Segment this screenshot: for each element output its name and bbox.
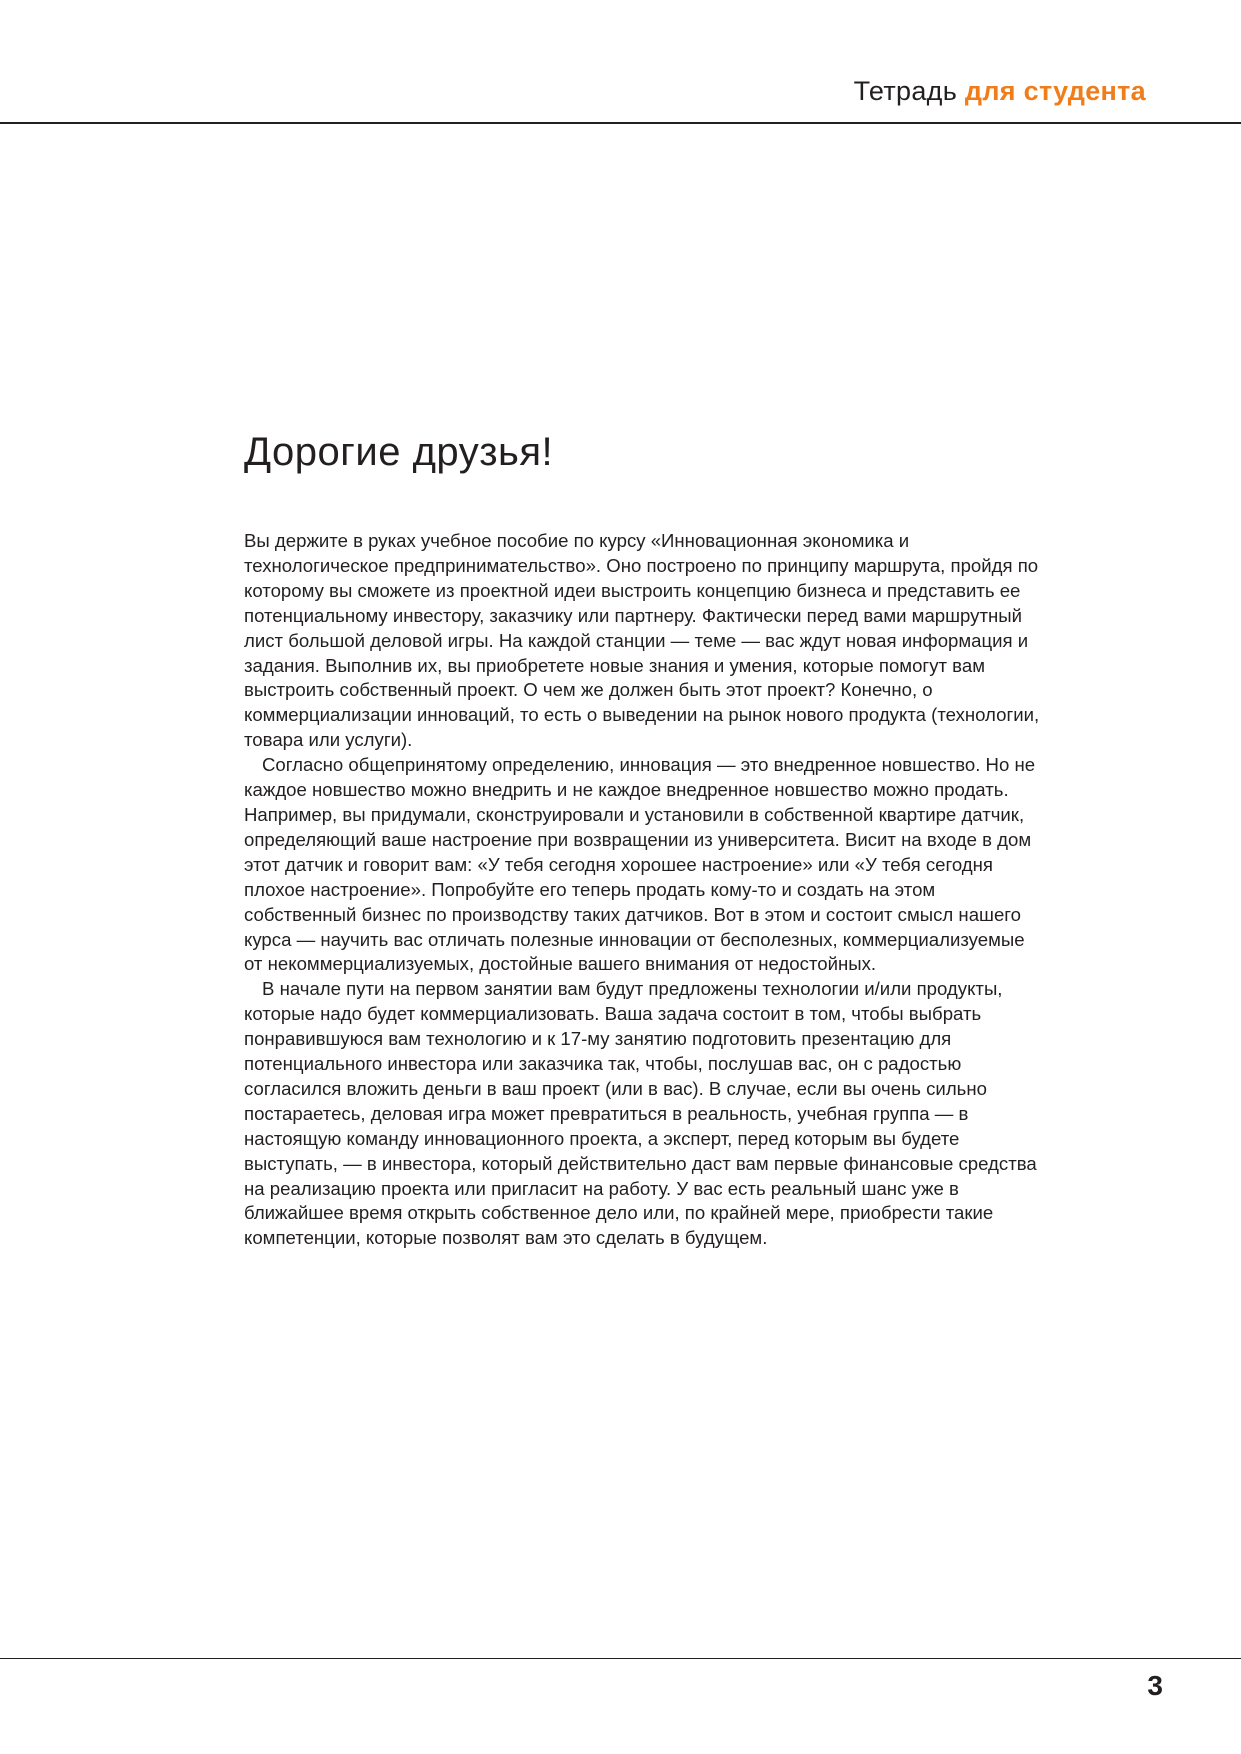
- paragraph-2: Согласно общепринятому определению, инновация — это внедренное новшество. Но не каждое новшество можно внедрить и не каждое внедренное новшество можно продать. Например, вы придумали, сконструировали и установили в собственной квартире датчик, определяющий ваше настроение при возвращении из университета. Висит на входе в дом этот датчик и говорит вам: «У тебя сегодня хорошее настроение» или «У тебя сегодня плохое настроение». Попробуйте его теперь продать кому-то и создать на этом собственный бизнес по производству таких датчиков. Вот в этом и состоит смысл нашего курса — научить вас отличать полезные инновации от бесполезных, коммерциализуемые от некоммерциализуемых, достойные вашего внимания от недостойных.: [244, 754, 1036, 975]
- header-title-plain: Тетрадь: [853, 76, 958, 106]
- page-header: [0, 0, 1241, 124]
- footer-divider: [0, 1658, 1241, 1659]
- heading-block: [244, 430, 1044, 474]
- header-title: [854, 76, 1146, 107]
- body-text: [244, 529, 1044, 1251]
- paragraph-3: В начале пути на первом занятии вам будут предложены технологии и/или продукты, которые надо будет коммерциализовать. Ваша задача состоит в том, чтобы выбрать понравившуюся вам технологию и к 17-му занятию подготовить презентацию для потенциального инвестора или заказчика так, чтобы, послушав вас, он с радостью согласился вложить деньги в ваш проект (или в вас). В случае, если вы очень сильно постараетесь, деловая игра может превратиться в реальность, учебная группа — в настоящую команду инновационного проекта, а эксперт, перед которым вы будете выступать, — в инвестора, который действительно даст вам первые финансовые средства на реализацию проекта или пригласит на работу. У вас есть реальный шанс уже в ближайшее время открыть собственное дело или, по крайней мере, приобрести такие компетенции, которые позволят вам это сделать в будущем.: [244, 978, 1037, 1249]
- page-title: Дорогие друзья!: [244, 430, 554, 474]
- header-divider: [0, 122, 1241, 124]
- page-number: 3: [1147, 1670, 1163, 1701]
- paragraph-1: Вы держите в руках учебное пособие по курсу «Инновационная экономика и технологическое предпринимательство». Оно построено по принципу маршрута, пройдя по которому вы сможете из проектной идеи выстроить концепцию бизнеса и представить ее потенциальному инвестору, заказчику или партнеру. Фактически перед вами маршрутный лист большой деловой игры. На каждой станции — теме — вас ждут новая информация и задания. Выполнив их, вы приобретете новые знания и умения, которые помогут вам выстроить собственный проект. О чем же должен быть этот проект? Конечно, о коммерциализации инноваций, то есть о выведении на рынок нового продукта (технологии, товара или услуги).: [244, 530, 1040, 751]
- header-title-accent: для студента: [964, 76, 1146, 106]
